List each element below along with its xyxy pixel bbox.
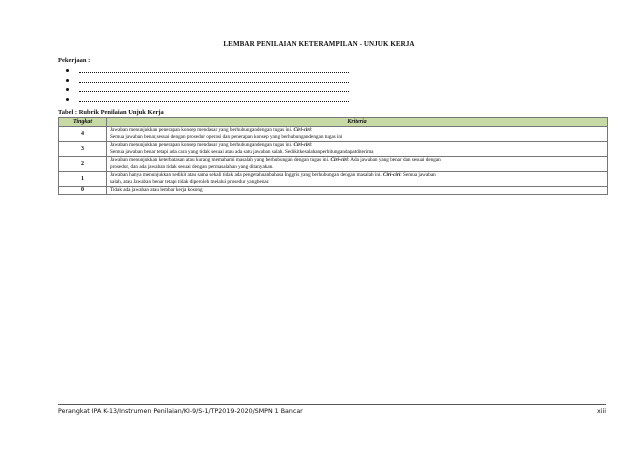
document-title: LEMBAR PENILAIAN KETERAMPILAN - UNJUK KERJA <box>223 40 415 48</box>
level-cell: 4 <box>59 127 107 142</box>
bullet-item <box>66 85 349 95</box>
header-tingkat: Tingkat <box>59 118 107 127</box>
dotted-fill-line <box>79 68 349 73</box>
dotted-fill-line <box>79 87 349 92</box>
level-cell: 0 <box>59 187 107 195</box>
table-header-row <box>59 118 608 127</box>
level-cell: 3 <box>59 142 107 157</box>
table-row <box>59 187 608 195</box>
rubric-table <box>58 117 608 195</box>
criteria-cell: Jawaban menunjukkan penerapan konsep mendasar yang berhubungandengan tugas ini. Ciri-ciri: Semua jawaban benar tetapi ada cara yang tidak sesuai atau ada satu jawaban salah. Sedikitkesalahanperhitungandapatditerima <box>107 142 608 157</box>
criteria-cell: Jawaban hanya menunjukkan sedikit atau sama sekali tidak ada pengetahuanbahasa Inggris yang berhubungan dengan masalah ini. Ciri-ciri: Semua jawaban salah, atau Jawaban benar tetapi tidak diperoleh melalui prosedur yangbenar. <box>107 172 608 187</box>
level-cell: 2 <box>59 157 107 172</box>
footer-text: Perangkat IPA K-13/Instrumen Penilaian/KI-9/S-1/TP2019-2020/SMPN 1 Bancar <box>58 408 303 415</box>
bullet-icon <box>66 69 69 72</box>
table-row <box>59 127 608 142</box>
dotted-fill-line <box>79 97 349 102</box>
pekerjaan-bullet-list <box>66 66 349 104</box>
header-kriteria: Kriteria <box>107 118 608 127</box>
dotted-fill-line <box>79 78 349 83</box>
table-caption: Tabel : Rubrik Penilaian Unjuk Kerja <box>58 109 164 116</box>
bullet-icon <box>66 88 69 91</box>
bullet-icon <box>66 79 69 82</box>
bullet-icon <box>66 98 69 101</box>
bullet-item <box>66 66 349 76</box>
table-row <box>59 172 608 187</box>
footer-divider <box>58 404 606 405</box>
bullet-item <box>66 76 349 86</box>
criteria-cell: Jawaban menunjukkan penerapan konsep mendasar yang berhubungandengan tugas ini. Ciri-ciri: Semua jawaban benar,sesuai dengan prosedur operasi dan penerapan konsep yang berhubungandengan tugas ini <box>107 127 608 142</box>
criteria-cell: Jawaban menunjukkan keterbatasan atau kurang memahami masalah yang berhubungan dengan tugas ini. Ciri-ciri: Ada jawaban yang benar dan sesuai dengan prosedur, dan ada jawaban tidak sesuai dengan permasalahan yang ditanyakan. <box>107 157 608 172</box>
bullet-item <box>66 95 349 105</box>
pekerjaan-label: Pekerjaan : <box>58 57 91 64</box>
level-cell: 1 <box>59 172 107 187</box>
criteria-cell: Tidak ada jawaban atau lembar kerja kosong <box>107 187 608 195</box>
table-row <box>59 157 608 172</box>
table-row <box>59 142 608 157</box>
page-number: xiii <box>597 408 606 415</box>
